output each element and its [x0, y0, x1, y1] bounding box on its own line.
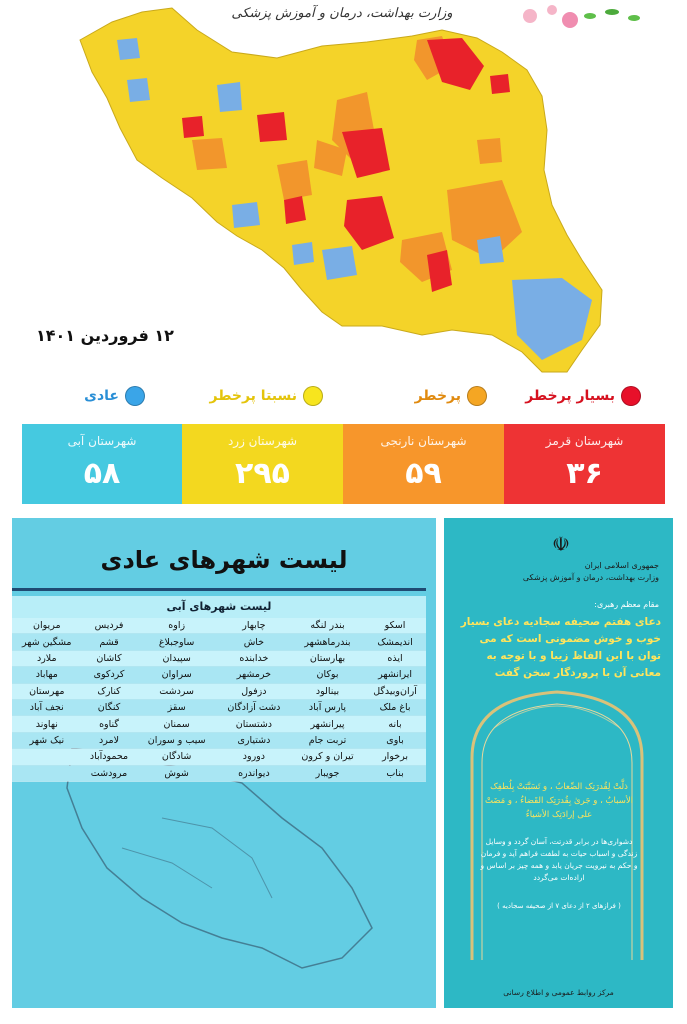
legend-label: نسبتا پرخطر — [209, 388, 297, 404]
city-cell: محمودآباد — [82, 749, 137, 765]
city-cell: سراوان — [136, 667, 216, 683]
city-cell: شادگان — [136, 749, 216, 765]
legend-label: بسیار پرخطر — [525, 388, 615, 404]
city-cell: بینالود — [291, 683, 364, 699]
table-row — [12, 667, 426, 683]
city-cell: مشگین شهر — [12, 634, 82, 650]
city-cell: اسکو — [364, 618, 426, 634]
city-table — [12, 596, 426, 782]
map-region-blue — [477, 236, 504, 264]
count-title: شهرستان قرمز — [545, 434, 624, 448]
city-cell: باوی — [364, 732, 426, 748]
map-region-red — [182, 116, 204, 138]
table-row — [12, 650, 426, 666]
red-dot-icon — [621, 386, 641, 406]
city-cell: گناوه — [82, 716, 137, 732]
poster-body-text: دعای هفتم صحیفه سجادیه دعای بسیار خوب و خوش مضمونی است که می توان با این الفاظ زیبا و با توجه به معانی آن با پروردگار سخن گفت — [460, 616, 661, 679]
count-orange — [343, 424, 504, 504]
city-cell: برخوار — [364, 749, 426, 765]
city-cell: ملارد — [12, 650, 82, 666]
title-divider — [12, 588, 426, 591]
city-cell: اندیمشک — [364, 634, 426, 650]
city-cell: آران‌وبیدگل — [364, 683, 426, 699]
city-cell: دورود — [217, 749, 291, 765]
map-region-red — [257, 112, 287, 142]
map-region-blue — [232, 202, 260, 228]
blue-dot-icon — [125, 386, 145, 406]
city-cell: نجف آباد — [12, 699, 82, 715]
city-cell: کنارک — [82, 683, 137, 699]
city-list-title: لیست شهرهای عادی — [100, 546, 348, 574]
city-cell: لامرد — [82, 732, 137, 748]
count-value: ۳۶ — [566, 456, 603, 491]
city-cell: دشتستان — [217, 716, 291, 732]
risk-map-panel — [22, 0, 665, 505]
city-cell — [12, 749, 82, 765]
prayer-quote: ذلَّتْ لِقُدرَتِک الصِّعابُ ، و تَسَبَّبَتْ بِلُطفِک الأسبابُ ، و جَرىٰ بِقُدرَتِک القَضاءُ ، و مَضَتْ على إرادَتِک الأشیاءُ — [484, 782, 634, 820]
city-cell: ایرانشهر — [364, 667, 426, 683]
city-cell: دشتیاری — [217, 732, 291, 748]
count-title: شهرستان نارنجی — [380, 434, 467, 448]
count-value: ۵۸ — [83, 456, 121, 491]
prayer-poster — [444, 518, 673, 1008]
arch-frame — [464, 688, 650, 960]
poster-header-line2: وزارت بهداشت، درمان و آموزش پزشکی — [522, 573, 659, 582]
city-cell: جویبار — [291, 765, 364, 781]
city-cell: کنگان — [82, 699, 137, 715]
city-cell: چابهار — [217, 618, 291, 634]
table-row — [12, 699, 426, 715]
city-cell: نهاوند — [12, 716, 82, 732]
city-cell: کاشان — [82, 650, 137, 666]
legend-item-high-risk — [415, 383, 487, 409]
yellow-dot-icon — [303, 386, 323, 406]
prayer-reference: ( فرازهای ۲ از دعای ۷ از صحیفه سجادیه ) — [497, 902, 621, 910]
map-region-red — [490, 74, 510, 94]
city-cell: خرمشهر — [217, 667, 291, 683]
city-cell: بانه — [364, 716, 426, 732]
count-title: شهرستان زرد — [227, 434, 298, 448]
city-cell: بهارستان — [291, 650, 364, 666]
prayer-translation: دشواری‌ها در برابر قدرتت، آسان گردد و وسایل زندگی و اسباب حیات به لطفت فراهم آید و فرمان و حکم به نیرویت جریان یابد و همه چیز بر اساس و اراده‌ات می‌گردد — [480, 837, 638, 882]
city-cell: پیرانشهر — [291, 716, 364, 732]
legend-label: پرخطر — [414, 388, 461, 404]
count-blue — [22, 424, 182, 504]
city-cell: بوکان — [291, 667, 364, 683]
city-cell: سپیدان — [136, 650, 216, 666]
city-cell: ایذه — [364, 650, 426, 666]
city-cell: سیب و سوران — [136, 732, 216, 748]
city-cell: پارس آباد — [291, 699, 364, 715]
count-red — [504, 424, 665, 504]
normal-cities-panel — [12, 518, 436, 1008]
city-cell: مهرستان — [12, 683, 82, 699]
city-cell: بناب — [364, 765, 426, 781]
count-value: ۲۹۵ — [235, 456, 290, 491]
city-cell: مرودشت — [82, 765, 137, 781]
poster-header-line1: جمهوری اسلامی ایران — [584, 561, 659, 570]
iran-risk-map — [22, 0, 665, 425]
city-cell: باغ ملک — [364, 699, 426, 715]
table-row — [12, 634, 426, 650]
city-cell: شوش — [136, 765, 216, 781]
city-cell: سمنان — [136, 716, 216, 732]
city-cell: خدابنده — [217, 650, 291, 666]
city-cell: زاوه — [136, 618, 216, 634]
table-row — [12, 749, 426, 765]
legend-item-moderate-risk — [210, 383, 323, 409]
city-cell: مهاباد — [12, 667, 82, 683]
count-title: شهرستان آبی — [67, 434, 137, 448]
legend-item-very-high-risk — [525, 383, 641, 409]
city-cell: دیواندره — [217, 765, 291, 781]
city-cell: سقز — [136, 699, 216, 715]
city-cell: بندر لنگه — [291, 618, 364, 634]
city-cell: قشم — [82, 634, 137, 650]
city-cell: تربت جام — [291, 732, 364, 748]
table-row — [12, 716, 426, 732]
table-row — [12, 618, 426, 634]
city-grid — [12, 618, 426, 782]
city-cell: سردشت — [136, 683, 216, 699]
city-table-subtitle: لیست شهرهای آبی — [12, 596, 426, 618]
city-cell: ساوجبلاغ — [136, 634, 216, 650]
map-region-blue — [322, 246, 357, 280]
poster-occasion: مقام معظم رهبری: — [594, 600, 659, 609]
city-cell — [12, 765, 82, 781]
city-cell: مریوان — [12, 618, 82, 634]
iran-emblem-icon: ☫ — [552, 532, 570, 556]
map-region-blue — [292, 242, 314, 265]
legend-item-normal — [84, 383, 145, 409]
city-cell: خاش — [217, 634, 291, 650]
legend-label: عادی — [84, 388, 119, 404]
count-yellow — [182, 424, 343, 504]
map-region-blue — [127, 78, 150, 102]
flower-decoration — [523, 5, 640, 28]
map-date: ۱۲ فروردین ۱۴۰۱ — [36, 326, 174, 345]
city-cell: کردکوی — [82, 667, 137, 683]
ministry-name: وزارت بهداشت، درمان و آموزش پزشکی — [231, 6, 453, 21]
map-region-blue — [217, 82, 242, 112]
table-row — [12, 732, 426, 748]
city-cell: فردیس — [82, 618, 137, 634]
city-cell: نیک شهر — [12, 732, 82, 748]
orange-dot-icon — [467, 386, 487, 406]
map-region-blue — [117, 38, 140, 60]
table-row — [12, 683, 426, 699]
table-row — [12, 765, 426, 781]
city-cell: بندرماهشهر — [291, 634, 364, 650]
map-region-orange — [477, 138, 502, 164]
poster-footer: مرکز روابط عمومی و اطلاع رسانی — [503, 988, 614, 997]
city-cell: دشت آزادگان — [217, 699, 291, 715]
count-value: ۵۹ — [405, 456, 442, 491]
poster-header — [459, 560, 659, 584]
map-region-orange — [192, 138, 227, 170]
city-cell: دزفول — [217, 683, 291, 699]
city-cell: تیران و کرون — [291, 749, 364, 765]
